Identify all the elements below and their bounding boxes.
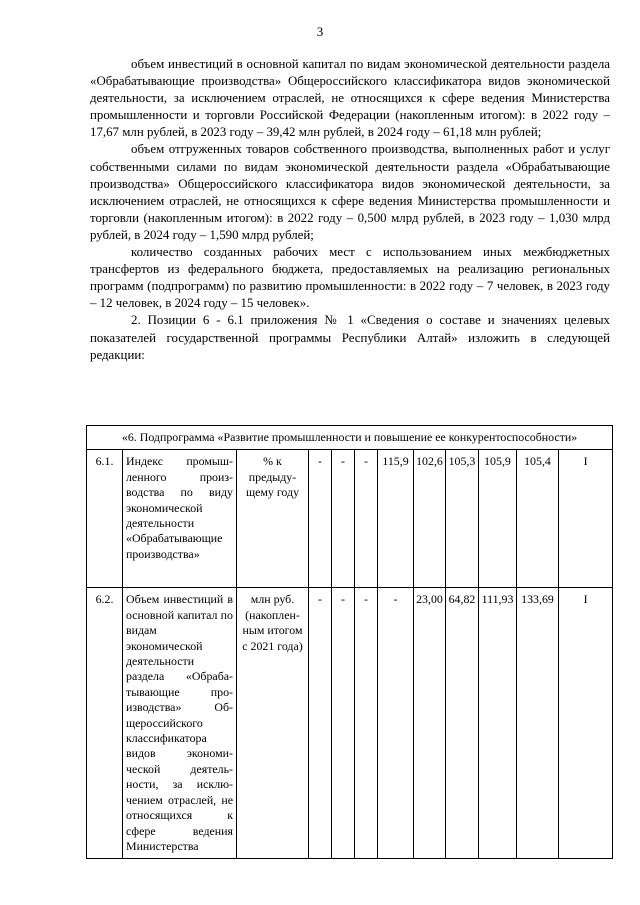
unit-of-measure: млн руб. (накопленным итогом с 2021 года): [237, 588, 309, 859]
value-cell: 115,9: [378, 450, 414, 588]
value-cell: 105,4: [517, 450, 559, 588]
indicator-type: I: [559, 588, 613, 859]
value-cell: -: [332, 588, 355, 859]
paragraph-item-2: 2. Позиции 6 - 6.1 приложения № 1 «Сведения о составе и значениях целевых показателей государственной программы Республики Алтай» изложить в следующей редакции:: [90, 313, 610, 362]
value-cell: 105,9: [479, 450, 517, 588]
value-cell: -: [332, 450, 355, 588]
subprogram-title: «6. Подпрограмма «Развитие промышленности и повышение ее конкурентоспособности»: [87, 426, 613, 450]
page-number: 3: [316, 24, 324, 39]
indicator-name: Индекс промышленного производства по виду экономической деятельности «Обрабатывающие производства»: [123, 450, 237, 588]
paragraph-jobs-created: количество созданных рабочих мест с использованием иных межбюджетных трансфертов из федерального бюджета, предоставляемых на реализацию региональных программ (подпрограмм) по развитию промышленности: в 2022 году – 7 человек, в 2023 году – 12 человек, в 2024 году – 15 человек».: [90, 245, 610, 311]
value-cell: -: [378, 588, 414, 859]
row-number: 6.2.: [87, 588, 123, 859]
table-row: [87, 588, 613, 859]
value-cell: -: [355, 588, 378, 859]
subprogram-header-row: [87, 426, 613, 450]
indicator-name: Объем инвестиций в основной капитал по видам экономической деятельности раздела «Обрабатывающие производства» Общероссийского классификатора видов экономической деятельности, за исключением отраслей, не относящихся к сфере ведения Министерства: [123, 588, 237, 859]
indicator-type: I: [559, 450, 613, 588]
indicators-table: [86, 425, 613, 859]
value-cell: 23,00: [414, 588, 446, 859]
value-cell: 102,6: [414, 450, 446, 588]
unit-of-measure: % к предыдущему году: [237, 450, 309, 588]
paragraph-shipped-goods: объем отгруженных товаров собственного производства, выполненных работ и услуг собственными силами по видам экономической деятельности раздела «Обрабатывающие производства» Общероссийского классификатора видов экономической деятельности, за исключением отраслей, не относящихся к сфере ведения Министерства промышленности и торговли (накопленным итогом): в 2022 году – 0,500 млрд рублей, в 2023 году – 1,030 млрд рублей, в 2024 году – 1,590 млрд рублей;: [90, 142, 610, 242]
value-cell: -: [309, 588, 332, 859]
value-cell: 64,82: [446, 588, 479, 859]
paragraph-investment: объем инвестиций в основной капитал по видам экономической деятельности раздела «Обрабатывающие производства» Общероссийского классификатора видов экономической деятельности, за исключением отраслей, не относящихся к сфере ведения Министерства промышленности и торговли Российской Федерации (накопленным итогом): в 2022 году – 17,67 млн рублей, в 2023 году – 39,42 млн рублей, в 2024 году – 61,18 млн рублей;: [90, 57, 610, 140]
value-cell: 133,69: [517, 588, 559, 859]
value-cell: 105,3: [446, 450, 479, 588]
row-number: 6.1.: [87, 450, 123, 588]
document-body: [90, 56, 610, 364]
value-cell: -: [309, 450, 332, 588]
value-cell: 111,93: [479, 588, 517, 859]
table-row: [87, 450, 613, 588]
value-cell: -: [355, 450, 378, 588]
